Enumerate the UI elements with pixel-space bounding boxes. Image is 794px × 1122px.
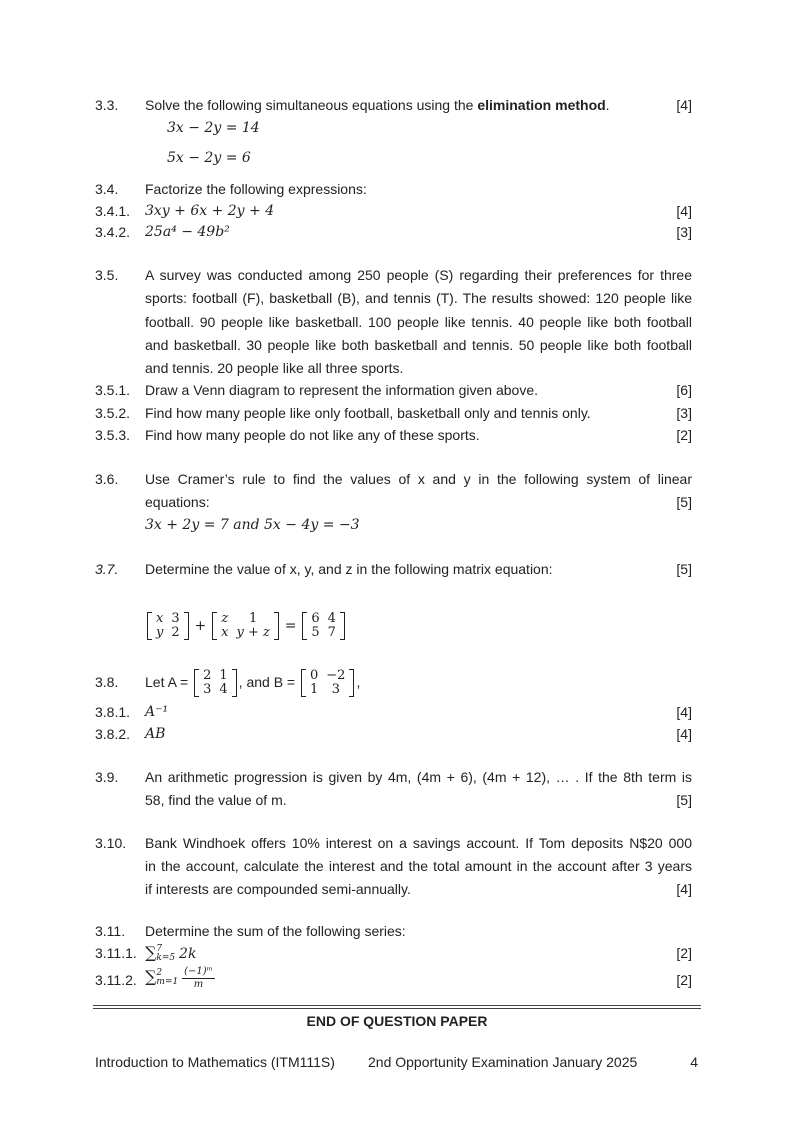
marks: [4] bbox=[676, 726, 692, 742]
matrix-entry: 3 bbox=[331, 682, 340, 698]
upper-limit: 7 bbox=[156, 944, 163, 955]
equation: 3x − 2y = 14 bbox=[167, 120, 260, 136]
paragraph-line: and basketball. 30 people like both basketball and tennis. 50 people like both football bbox=[145, 337, 692, 353]
matrix-entry: −2 bbox=[326, 668, 346, 684]
marks: [4] bbox=[676, 203, 692, 219]
matrix-entry: 4 bbox=[219, 682, 228, 698]
question-text: Use Cramer’s rule to find the values of x and y in the following system of linear bbox=[145, 471, 692, 487]
q-number: 3.4. bbox=[95, 181, 119, 197]
q-number: 3.5.1. bbox=[95, 382, 131, 398]
matrix-equation bbox=[145, 606, 347, 645]
q-number: 3.5.2. bbox=[95, 405, 131, 421]
matrix-definitions bbox=[145, 663, 360, 701]
question-text: 58, find the value of m. bbox=[145, 792, 287, 808]
question-text: Find how many people do not like any of these sports. bbox=[145, 427, 480, 443]
sigma-symbol: ∑ bbox=[145, 943, 157, 962]
matrix-entry: 6 bbox=[311, 611, 320, 627]
matrix-entry: 5 bbox=[311, 625, 320, 641]
q-number: 3.10. bbox=[95, 835, 127, 851]
q-number: 3.8.2. bbox=[95, 726, 131, 742]
marks: [4] bbox=[676, 881, 692, 897]
matrix bbox=[302, 612, 345, 640]
expression: AB bbox=[145, 726, 166, 742]
footer-exam: 2nd Opportunity Examination January 2025 bbox=[368, 1054, 638, 1070]
matrix-entry: 3 bbox=[171, 611, 180, 627]
marks: [3] bbox=[676, 405, 692, 421]
question-text: equations: bbox=[145, 494, 210, 510]
matrix-entry: x bbox=[156, 611, 164, 627]
text: Let A = bbox=[145, 674, 189, 690]
marks: [6] bbox=[676, 382, 692, 398]
marks: [5] bbox=[676, 792, 692, 808]
marks: [4] bbox=[676, 704, 692, 720]
marks: [3] bbox=[676, 224, 692, 240]
question-text: An arithmetic progression is given by 4m, (4m + 6), (4m + 12), … . If the 8th term is bbox=[145, 769, 692, 785]
q-number: 3.9. bbox=[95, 769, 119, 785]
equation: 3x + 2y = 7 and 5x − 4y = −3 bbox=[145, 517, 360, 533]
marks: [4] bbox=[676, 97, 692, 113]
q-number: 3.5. bbox=[95, 267, 119, 283]
equation: 5x − 2y = 6 bbox=[167, 150, 251, 166]
matrix-entry: 4 bbox=[327, 611, 336, 627]
q-number: 3.5.3. bbox=[95, 427, 131, 443]
lower-limit: k=5 bbox=[156, 953, 176, 964]
marks: [5] bbox=[676, 494, 692, 510]
footer-course: Introduction to Mathematics (ITM111S) bbox=[95, 1054, 335, 1070]
sigma-symbol: ∑ bbox=[145, 967, 157, 986]
paragraph-line: and tennis. 20 people like all three sports. bbox=[145, 360, 404, 376]
page-number: 4 bbox=[690, 1054, 698, 1070]
matrix-entry: 1 bbox=[219, 668, 228, 684]
matrix bbox=[147, 612, 189, 640]
paragraph-line: A survey was conducted among 250 people (S) regarding their preferences for three bbox=[145, 267, 692, 283]
series-term: 2k bbox=[179, 946, 197, 962]
q-number: 3.11.1. bbox=[95, 945, 137, 961]
question-text: Find how many people like only football, basketball only and tennis only. bbox=[145, 405, 591, 421]
question-text: Factorize the following expressions: bbox=[145, 181, 367, 197]
q-number: 3.7. bbox=[95, 561, 119, 577]
matrix-entry: y bbox=[156, 625, 164, 641]
plus-sign: + bbox=[194, 618, 207, 634]
q-number: 3.11. bbox=[95, 923, 126, 939]
equals-sign: = bbox=[284, 618, 297, 634]
expression: 25a⁴ − 49b² bbox=[145, 224, 230, 240]
q-number: 3.4.1. bbox=[95, 203, 131, 219]
paragraph-line: in the account, calculate the interest and the total amount in the account after 3 years bbox=[145, 858, 692, 874]
series-expression bbox=[145, 962, 215, 992]
matrix-b bbox=[301, 669, 354, 697]
q-number: 3.8.1. bbox=[95, 704, 131, 720]
q-number: 3.8. bbox=[95, 674, 119, 690]
question-text: Determine the value of x, y, and z in the following matrix equation: bbox=[145, 561, 553, 577]
fraction bbox=[182, 966, 215, 991]
matrix-entry: y + z bbox=[236, 625, 270, 641]
numerator: (−1)ᵐ bbox=[184, 965, 213, 977]
question-text bbox=[145, 96, 610, 114]
matrix-entry: 7 bbox=[327, 625, 336, 641]
paragraph-line: football. 90 people like basketball. 100 people like tennis. 40 people like both football bbox=[145, 314, 692, 330]
marks: [2] bbox=[676, 945, 692, 961]
marks: [5] bbox=[676, 561, 692, 577]
text: Solve the following simultaneous equations using the bbox=[145, 97, 478, 113]
matrix-a bbox=[194, 669, 237, 697]
marks: [2] bbox=[676, 972, 692, 988]
paragraph-line: Bank Windhoek offers 10% interest on a savings account. If Tom deposits N$20 000 bbox=[145, 835, 692, 851]
divider bbox=[93, 1005, 701, 1006]
denominator: m bbox=[193, 978, 204, 990]
text: , bbox=[356, 674, 361, 690]
matrix-entry: 2 bbox=[203, 668, 212, 684]
matrix-entry: z bbox=[221, 611, 229, 627]
q-number: 3.6. bbox=[95, 471, 119, 487]
lower-limit: m=1 bbox=[156, 977, 179, 988]
divider bbox=[93, 1008, 701, 1009]
matrix bbox=[212, 612, 279, 640]
q-number: 3.11.2. bbox=[95, 972, 137, 988]
bold-text: elimination method bbox=[477, 97, 606, 113]
upper-limit: 2 bbox=[156, 968, 163, 979]
q-number: 3.3. bbox=[95, 97, 119, 113]
matrix-entry: 3 bbox=[203, 682, 212, 698]
paragraph-line: sports: football (F), basketball (B), and tennis (T). The results showed: 120 people like bbox=[145, 290, 692, 306]
matrix-entry: 0 bbox=[310, 668, 319, 684]
matrix-entry: 2 bbox=[171, 625, 180, 641]
matrix-entry: 1 bbox=[310, 682, 319, 698]
series-expression bbox=[145, 944, 196, 963]
expression: A⁻¹ bbox=[145, 704, 169, 720]
question-text: Draw a Venn diagram to represent the information given above. bbox=[145, 382, 539, 398]
question-text: Determine the sum of the following series: bbox=[145, 923, 406, 939]
end-of-paper: END OF QUESTION PAPER bbox=[306, 1013, 488, 1029]
marks: [2] bbox=[676, 427, 692, 443]
paragraph-line: if interests are compounded semi-annually. bbox=[145, 881, 411, 897]
text: , and B = bbox=[238, 674, 296, 690]
text: . bbox=[605, 97, 610, 113]
matrix-entry: 1 bbox=[249, 611, 258, 627]
expression: 3xy + 6x + 2y + 4 bbox=[145, 203, 275, 219]
matrix-entry: x bbox=[221, 625, 229, 641]
q-number: 3.4.2. bbox=[95, 224, 131, 240]
